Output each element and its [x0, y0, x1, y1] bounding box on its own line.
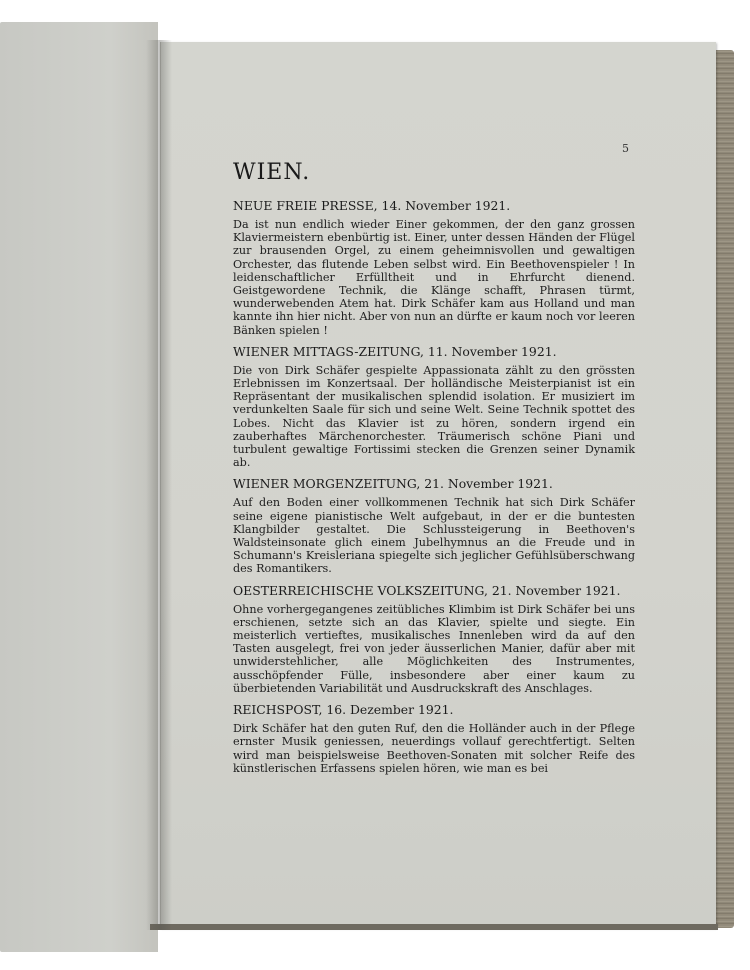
review-text: Da ist nun endlich wieder Einer gekommen, der den ganz grossen Klaviermeistern ebenbürtig ist. Einer, unter dessen Händen der Flügel zur brausenden Orgel, zu einem geheimnisvollen und gewaltigen Orchester, das flutende Leben selbst wird. Ein Beethovenspieler ! In leidenschaftlicher Erfülltheit und in Ehrfurcht dienend. Geistgewordene Technik, die Klänge schafft, Phrasen türmt, wunderwebenden Atem hat. Dirk Schäfer kam aus Holland und man kannte ihn hier nicht. Aber von nun an dürfte er kaum noch vor leeren Bänken spielen !: [233, 218, 635, 337]
review-text: Die von Dirk Schäfer gespielte Appassionata zählt zu den grössten Erlebnissen im Konzertsaal. Der holländische Meisterpianist ist ein Repräsentant der musikalischen splendid isolation. Er musiziert im verdunkelten Saale für sich und seine Welt. Seine Technik spottet des Lobes. Nicht das Klavier ist zu hören, sondern irgend ein zauberhaftes Märchenorchester. Träumerisch schöne Piani und turbulent gewaltige Fortissimi stecken die Grenzen seiner Dynamik ab.: [233, 363, 635, 470]
review-wiener-morgenzeitung: [233, 475, 635, 575]
review-reichspost: [233, 701, 635, 775]
gutter-shadow: [146, 40, 172, 930]
left-page: [0, 22, 158, 952]
book-cover-edge: [150, 924, 718, 930]
review-text: Auf den Boden einer vollkommenen Technik hat sich Dirk Schäfer seine eigene pianistische Welt aufgebaut, in der er die buntesten Klangbilder gestaltet. Die Schlussteigerung in Beethoven's Waldsteinsonate glich einem Jubelhymnus an die Freude und in Schumann's Kreisleriana spiegelte sich jeglicher Gefühlsüberschwang des Romantikers.: [233, 496, 635, 576]
page-content: [233, 160, 635, 781]
review-text: Dirk Schäfer hat den guten Ruf, den die Holländer auch in der Pflege ernster Musik geniessen, neuerdings vollauf gerechtfertigt. Selten wird man beispielsweise Beethoven-Sonaten mit solcher Reife des künstlerischen Erfassens spielen hören, wie man es bei: [233, 722, 635, 775]
review-heading: WIENER MITTAGS-ZEITUNG, 11. November 1921.: [233, 343, 557, 359]
page-title: WIEN.: [233, 160, 311, 185]
page-number: 5: [622, 142, 629, 155]
review-heading: NEUE FREIE PRESSE, 14. November 1921.: [233, 198, 511, 213]
review-oesterreichische-volkszeitung: [233, 582, 635, 695]
review-heading: OESTERREICHISCHE VOLKSZEITUNG, 21. November 1921.: [233, 582, 621, 598]
review-wiener-mittags-zeitung: [233, 343, 635, 470]
review-neue-freie-presse: [233, 197, 635, 337]
review-heading: REICHSPOST, 16. Dezember 1921.: [233, 702, 454, 718]
review-heading: WIENER MORGENZEITUNG, 21. November 1921.: [233, 476, 553, 492]
review-text: Ohne vorhergegangenes zeitübliches Klimbim ist Dirk Schäfer bei uns erschienen, setzte sich an das Klavier, spielte und siegte. Ein meisterlich vertieftes, musikalisches Innenleben wird da auf den Tasten ausgelegt, frei von jeder äusserlichen Manier, dafür aber mit unwiderstehlicher, alle Möglichkeiten des Instrumentes, ausschöpfender Fülle, insbesondere aber einer kaum zu überbietenden Variabilität und Ausdruckskraft des Anschlages.: [233, 602, 635, 695]
